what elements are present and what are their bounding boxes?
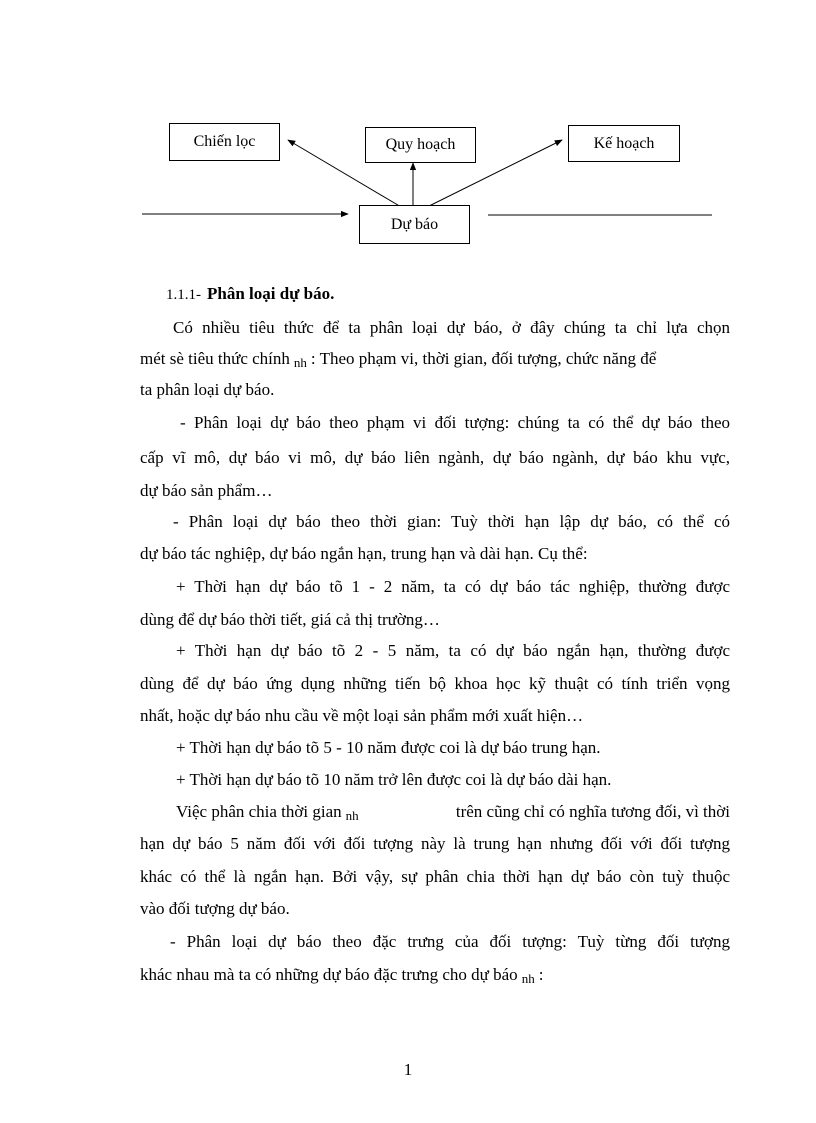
text-fragment: Việc phân chia thời gian nh [176, 802, 359, 823]
text-line [140, 344, 656, 375]
box-planning: Quy hoạch [365, 127, 476, 163]
text-line: vào đối tượng dự báo. [140, 899, 290, 918]
text-line: Có nhiều tiêu thức để ta phân loại dự báo, ở đây chúng ta chỉ lựa chọn [173, 318, 730, 337]
box-forecast: Dự báo [359, 205, 470, 244]
text-line [176, 797, 730, 828]
section-heading [166, 284, 334, 304]
inline-marker: nh [521, 971, 535, 986]
text-line: - Phân loại dự báo theo thời gian: Tuỳ thời hạn lập dự báo, có thể có [173, 512, 730, 531]
text-line: + Thời hạn dự báo tõ 5 - 10 năm được coi là dự báo trung hạn. [176, 738, 601, 757]
text-line: - Phân loại dự báo theo đặc trưng của đối tượng: Tuỳ từng đối tượng [170, 932, 730, 951]
inline-marker: nh [345, 808, 359, 823]
text-line: hạn dự báo 5 năm đối với đối tượng này là trung hạn nhưng đối với đối tượng [140, 834, 730, 853]
section-title: Phân loại dự báo. [207, 284, 335, 303]
text-line: khác có thể là ngắn hạn. Bởi vậy, sự phân chia thời hạn dự báo còn tuỳ thuộc [140, 867, 730, 886]
text-line: + Thời hạn dự báo tõ 10 năm trở lên được coi là dự báo dài hạn. [176, 770, 612, 789]
text-fragment: : Theo phạm vi, thời gian, đối tượng, chức năng để [310, 349, 657, 368]
text-fragment: khác nhau mà ta có những dự báo đặc trưng cho dự báo [140, 965, 518, 984]
text-line: dùng để dự báo thời tiết, giá cả thị trường… [140, 610, 440, 629]
text-line: dự báo sản phẩm… [140, 481, 273, 500]
text-line: - Phân loại dự báo theo phạm vi đối tượng: chúng ta có thể dự báo theo [180, 413, 730, 432]
text-line: dự báo tác nghiệp, dự báo ngắn hạn, trung hạn và dài hạn. Cụ thể: [140, 544, 588, 563]
text-line: ta phân loại dự báo. [140, 380, 275, 399]
text-line: + Thời hạn dự báo tõ 1 - 2 năm, ta có dự báo tác nghiệp, thường được [176, 577, 730, 596]
page-number: 1 [403, 1060, 413, 1079]
text-fragment: : [538, 965, 544, 984]
box-strategy: Chiến lọc [169, 123, 280, 161]
text-line: + Thời hạn dự báo tõ 2 - 5 năm, ta có dự báo ngắn hạn, thường được [176, 641, 730, 660]
text-line: nhất, hoặc dự báo nhu cầu về một loại sản phẩm mới xuất hiện… [140, 706, 584, 725]
text-fragment: trên cũng chỉ có nghĩa tương đối, vì thời [455, 802, 730, 821]
text-line: cấp vĩ mô, dự báo vi mô, dự báo liên ngành, dự báo ngành, dự báo khu vực, [140, 448, 730, 467]
text-fragment: mét sè tiêu thức chính [140, 349, 290, 368]
text-line [140, 960, 543, 991]
section-number: 1.1.1- [166, 287, 201, 303]
inline-marker: nh [293, 355, 307, 370]
text-line: dùng để dự báo ứng dụng những tiến bộ khoa học kỹ thuật có tính triển vọng [140, 674, 730, 693]
box-plan: Kế hoạch [568, 125, 680, 162]
